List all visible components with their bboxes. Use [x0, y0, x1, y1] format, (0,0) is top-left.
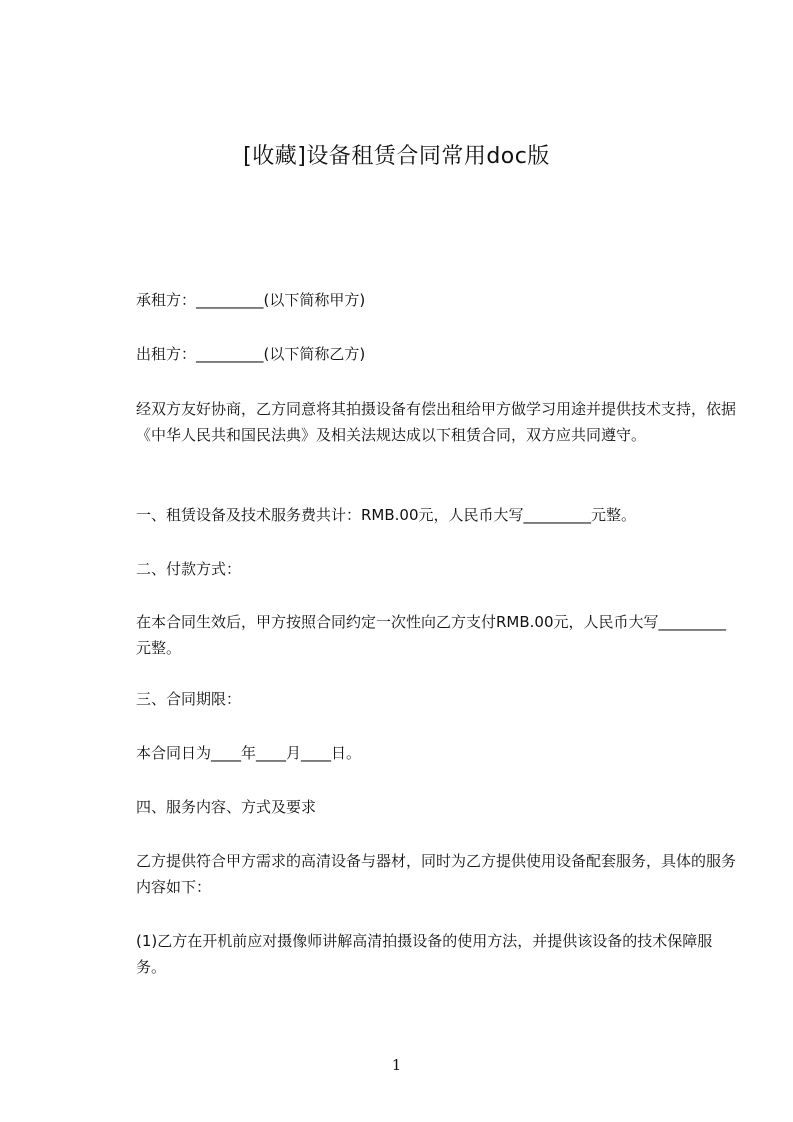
clause-4-heading: 四、服务内容、方式及要求	[136, 798, 317, 816]
service-item-1: (1)乙方在开机前应对摄像师讲解高清拍摄设备的使用方法，并提供该设备的技术保障服务。	[136, 932, 713, 976]
contract-date-line: 本合同日为____年____月____日。	[136, 744, 362, 762]
lessee-line: 承租方：_________(以下简称甲方)	[136, 291, 366, 309]
clause-1-fee: 一、租赁设备及技术服务费共计：RMB.00元，人民币大写_________元整。	[136, 506, 637, 524]
preamble-paragraph: 经双方友好协商，乙方同意将其拍摄设备有偿出租给甲方做学习用途并提供技术支持，依据《中华人民共和国民法典》及相关法规达成以下租赁合同，双方应共同遵守。	[136, 400, 737, 444]
clause-3-heading: 三、合同期限：	[136, 690, 242, 708]
page-number: 1	[391, 1056, 402, 1074]
clause-2-heading: 二、付款方式：	[136, 560, 242, 578]
lessor-line: 出租方：_________(以下简称乙方)	[136, 345, 366, 363]
service-content-paragraph: 乙方提供符合甲方需求的高清设备与器材，同时为乙方提供使用设备配套服务，具体的服务内容如下：	[136, 852, 737, 896]
payment-paragraph: 在本合同生效后，甲方按照合同约定一次性向乙方支付RMB.00元，人民币大写_________元整。	[136, 613, 727, 657]
document-title: [收藏]设备租赁合同常用doc版	[243, 144, 550, 169]
